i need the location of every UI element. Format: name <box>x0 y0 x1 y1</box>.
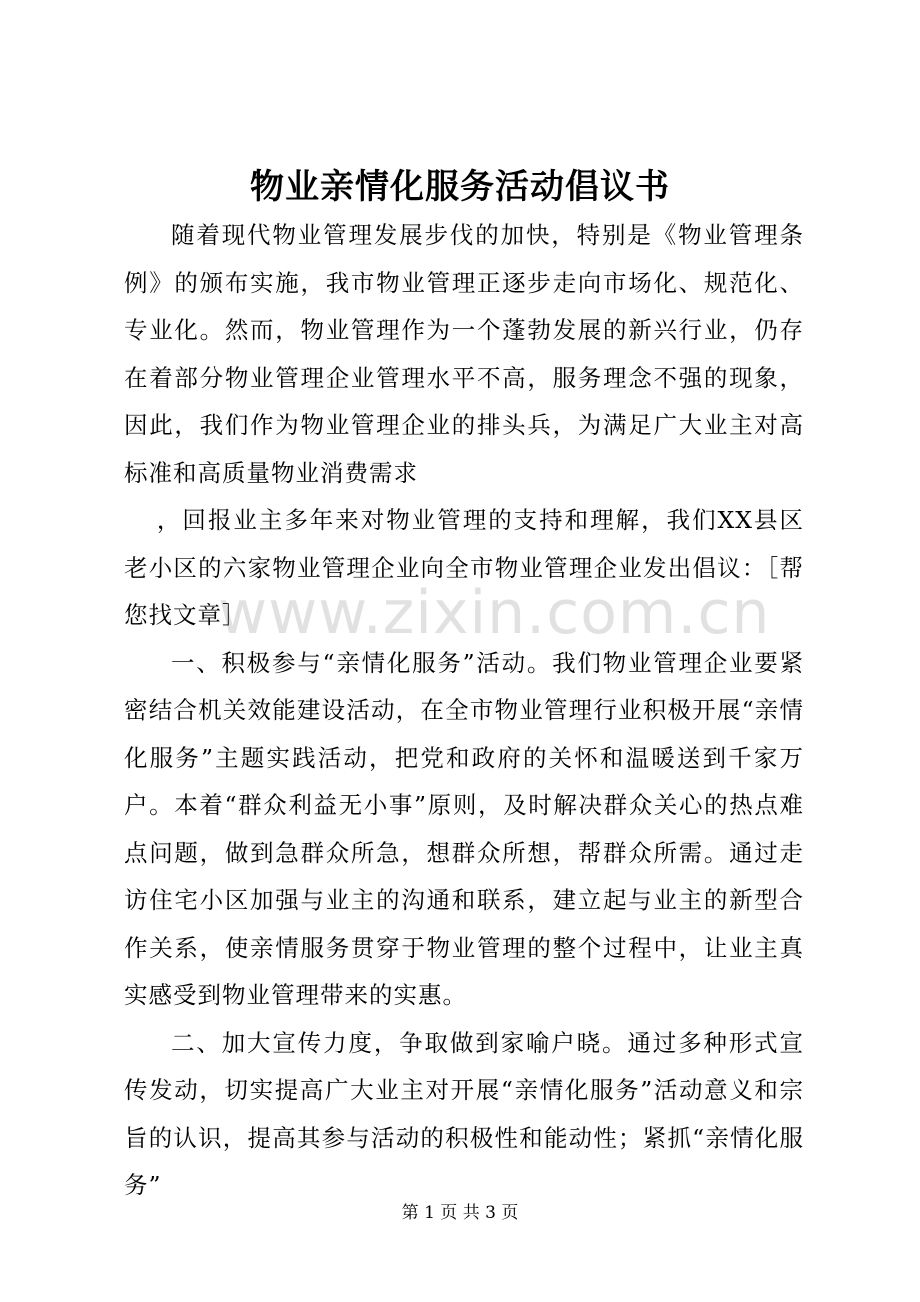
document-title: 物业亲情化服务活动倡议书 <box>250 167 670 207</box>
paragraph-intro: 随着现代物业管理发展步伐的加快，特别是《物业管理条例》的颁布实施，我市物业管理正逐步走向市场化、规范化、专业化。然而，物业管理作为一个蓬勃发展的新兴行业，仍存在着部分物业管理企业管理水平不高，服务理念不强的现象，因此，我们作为物业管理企业的排头兵，为满足广大业主对高标准和高质量物业消费需求 <box>124 221 804 487</box>
paragraph-item-2: 二、加大宣传力度，争取做到家喻户晓。通过多种形式宣传发动，切实提高广大业主对开展“亲情化服务”活动意义和宗旨的认识，提高其参与活动的积极性和能动性；紧抓“亲情化服务” <box>124 1028 804 1199</box>
page-number-footer: 第 1 页 共 3 页 <box>401 1203 519 1223</box>
paragraph-item-1: 一、积极参与“亲情化服务”活动。我们物业管理企业要紧密结合机关效能建设活动，在全市物业管理行业积极开展“亲情化服务”主题实践活动，把党和政府的关怀和温暖送到千家万户。本着“群众利益无小事”原则，及时解决群众关心的热点难点问题，做到急群众所急，想群众所想，帮群众所需。通过走访住宅小区加强与业主的沟通和联系，建立起与业主的新型合作关系，使亲情服务贯穿于物业管理的整个过程中，让业主真实感受到物业管理带来的实惠。 <box>124 648 804 1009</box>
watermark: www.zixin.com.cn <box>218 578 771 648</box>
paragraph-proposal: ，回报业主多年来对物业管理的支持和理解，我们XX县区老小区的六家物业管理企业向全市物业管理企业发出倡议：［帮您找文章］ <box>124 506 804 629</box>
document-body <box>124 212 804 1210</box>
